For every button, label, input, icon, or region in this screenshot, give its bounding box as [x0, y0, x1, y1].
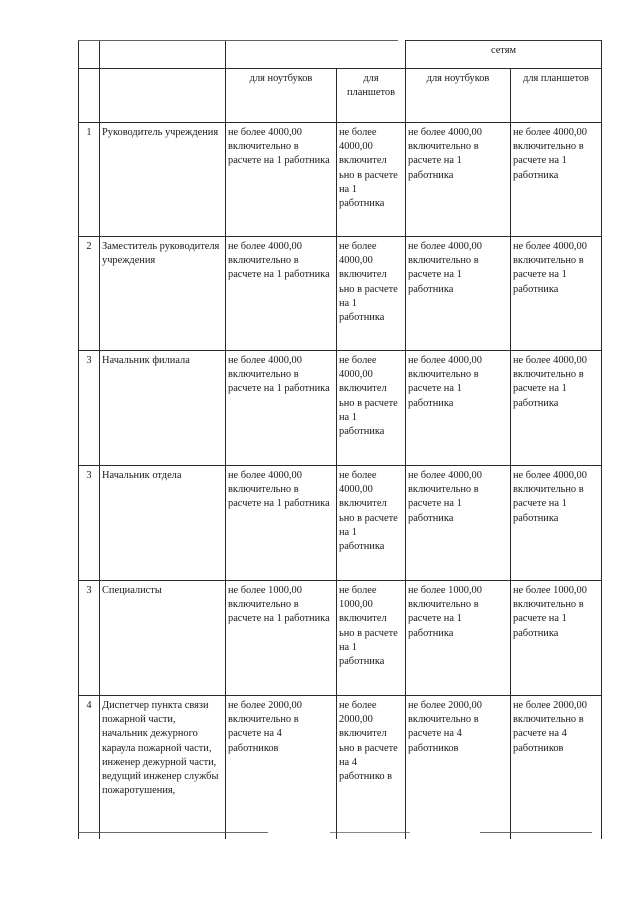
laptop-norm-cell: не более 4000,00 включительно в расчете на 1 работника — [226, 237, 337, 351]
position-cell: Диспетчер пункта связи пожарной части, начальник дежурного караула пожарной части, инженер дежурной части, ведущий инженер службы пожаротушения, — [100, 696, 226, 840]
header-cell-empty-num — [79, 41, 100, 69]
laptop-norm-cell: не более 4000,00 включительно в расчете на 1 работника — [226, 466, 337, 581]
tablet-norm-cell: не более 4000,00 включител ьно в расчете на 1 работника — [337, 466, 406, 581]
tablet-norm-cell: не более 2000,00 включител ьно в расчете на 4 работнико в — [337, 696, 406, 840]
row-number: 1 — [79, 123, 100, 237]
laptop-network-norm-cell: не более 1000,00 включительно в расчете на 1 работника — [406, 581, 511, 696]
header-tablets-2: для планшетов — [511, 69, 602, 123]
row-number: 3 — [79, 581, 100, 696]
laptop-norm-cell: не более 2000,00 включительно в расчете на 4 работников — [226, 696, 337, 840]
header-cell-empty-position — [100, 41, 226, 69]
position-cell: Начальник отдела — [100, 466, 226, 581]
tablet-norm-cell: не более 1000,00 включител ьно в расчете на 1 работника — [337, 581, 406, 696]
table-header-row-group — [79, 41, 602, 69]
position-cell: Специалисты — [100, 581, 226, 696]
tablet-network-norm-cell: не более 4000,00 включительно в расчете на 1 работника — [511, 466, 602, 581]
tablet-norm-cell: не более 4000,00 включител ьно в расчете на 1 работника — [337, 123, 406, 237]
tablet-norm-cell: не более 4000,00 включител ьно в расчете на 1 работника — [337, 237, 406, 351]
position-cell: Начальник филиала — [100, 351, 226, 466]
position-cell: Заместитель руководителя учреждения — [100, 237, 226, 351]
laptop-norm-cell: не более 4000,00 включительно в расчете на 1 работника — [226, 123, 337, 237]
tablet-network-norm-cell: не более 1000,00 включительно в расчете на 1 работника — [511, 581, 602, 696]
cost-norms-table — [78, 40, 602, 839]
table-row — [79, 581, 602, 696]
table-row — [79, 466, 602, 581]
laptop-network-norm-cell: не более 4000,00 включительно в расчете на 1 работника — [406, 351, 511, 466]
scan-line-bottom-left — [78, 832, 268, 833]
header-laptops-1: для ноутбуков — [226, 69, 337, 123]
tablet-network-norm-cell: не более 4000,00 включительно в расчете на 1 работника — [511, 237, 602, 351]
table-header-row-columns — [79, 69, 602, 123]
scan-line-top — [78, 40, 398, 41]
table-row — [79, 123, 602, 237]
laptop-network-norm-cell: не более 4000,00 включительно в расчете на 1 работника — [406, 466, 511, 581]
header-laptops-2: для ноутбуков — [406, 69, 511, 123]
row-number: 4 — [79, 696, 100, 840]
laptop-norm-cell: не более 4000,00 включительно в расчете на 1 работника — [226, 351, 337, 466]
scan-line-bottom-mid — [330, 832, 410, 833]
laptop-norm-cell: не более 1000,00 включительно в расчете на 1 работника — [226, 581, 337, 696]
laptop-network-norm-cell: не более 4000,00 включительно в расчете на 1 работника — [406, 237, 511, 351]
row-number: 3 — [79, 466, 100, 581]
row-number: 3 — [79, 351, 100, 466]
header-cell-num — [79, 69, 100, 123]
laptop-network-norm-cell: не более 2000,00 включительно в расчете на 4 работников — [406, 696, 511, 840]
header-cell-position — [100, 69, 226, 123]
tablet-network-norm-cell: не более 2000,00 включительно в расчете на 4 работников — [511, 696, 602, 840]
laptop-network-norm-cell: не более 4000,00 включительно в расчете на 1 работника — [406, 123, 511, 237]
table-row — [79, 351, 602, 466]
tablet-network-norm-cell: не более 4000,00 включительно в расчете на 1 работника — [511, 351, 602, 466]
tablet-network-norm-cell: не более 4000,00 включительно в расчете на 1 работника — [511, 123, 602, 237]
header-group-networks: сетям — [406, 41, 602, 69]
row-number: 2 — [79, 237, 100, 351]
header-tablets-1: для планшетов — [337, 69, 406, 123]
scan-line-bottom-right — [480, 832, 592, 833]
table-row — [79, 696, 602, 840]
table-row — [79, 237, 602, 351]
tablet-norm-cell: не более 4000,00 включител ьно в расчете на 1 работника — [337, 351, 406, 466]
header-cell-empty-group1 — [226, 41, 406, 69]
scan-line-top-right — [408, 40, 601, 41]
position-cell: Руководитель учреждения — [100, 123, 226, 237]
